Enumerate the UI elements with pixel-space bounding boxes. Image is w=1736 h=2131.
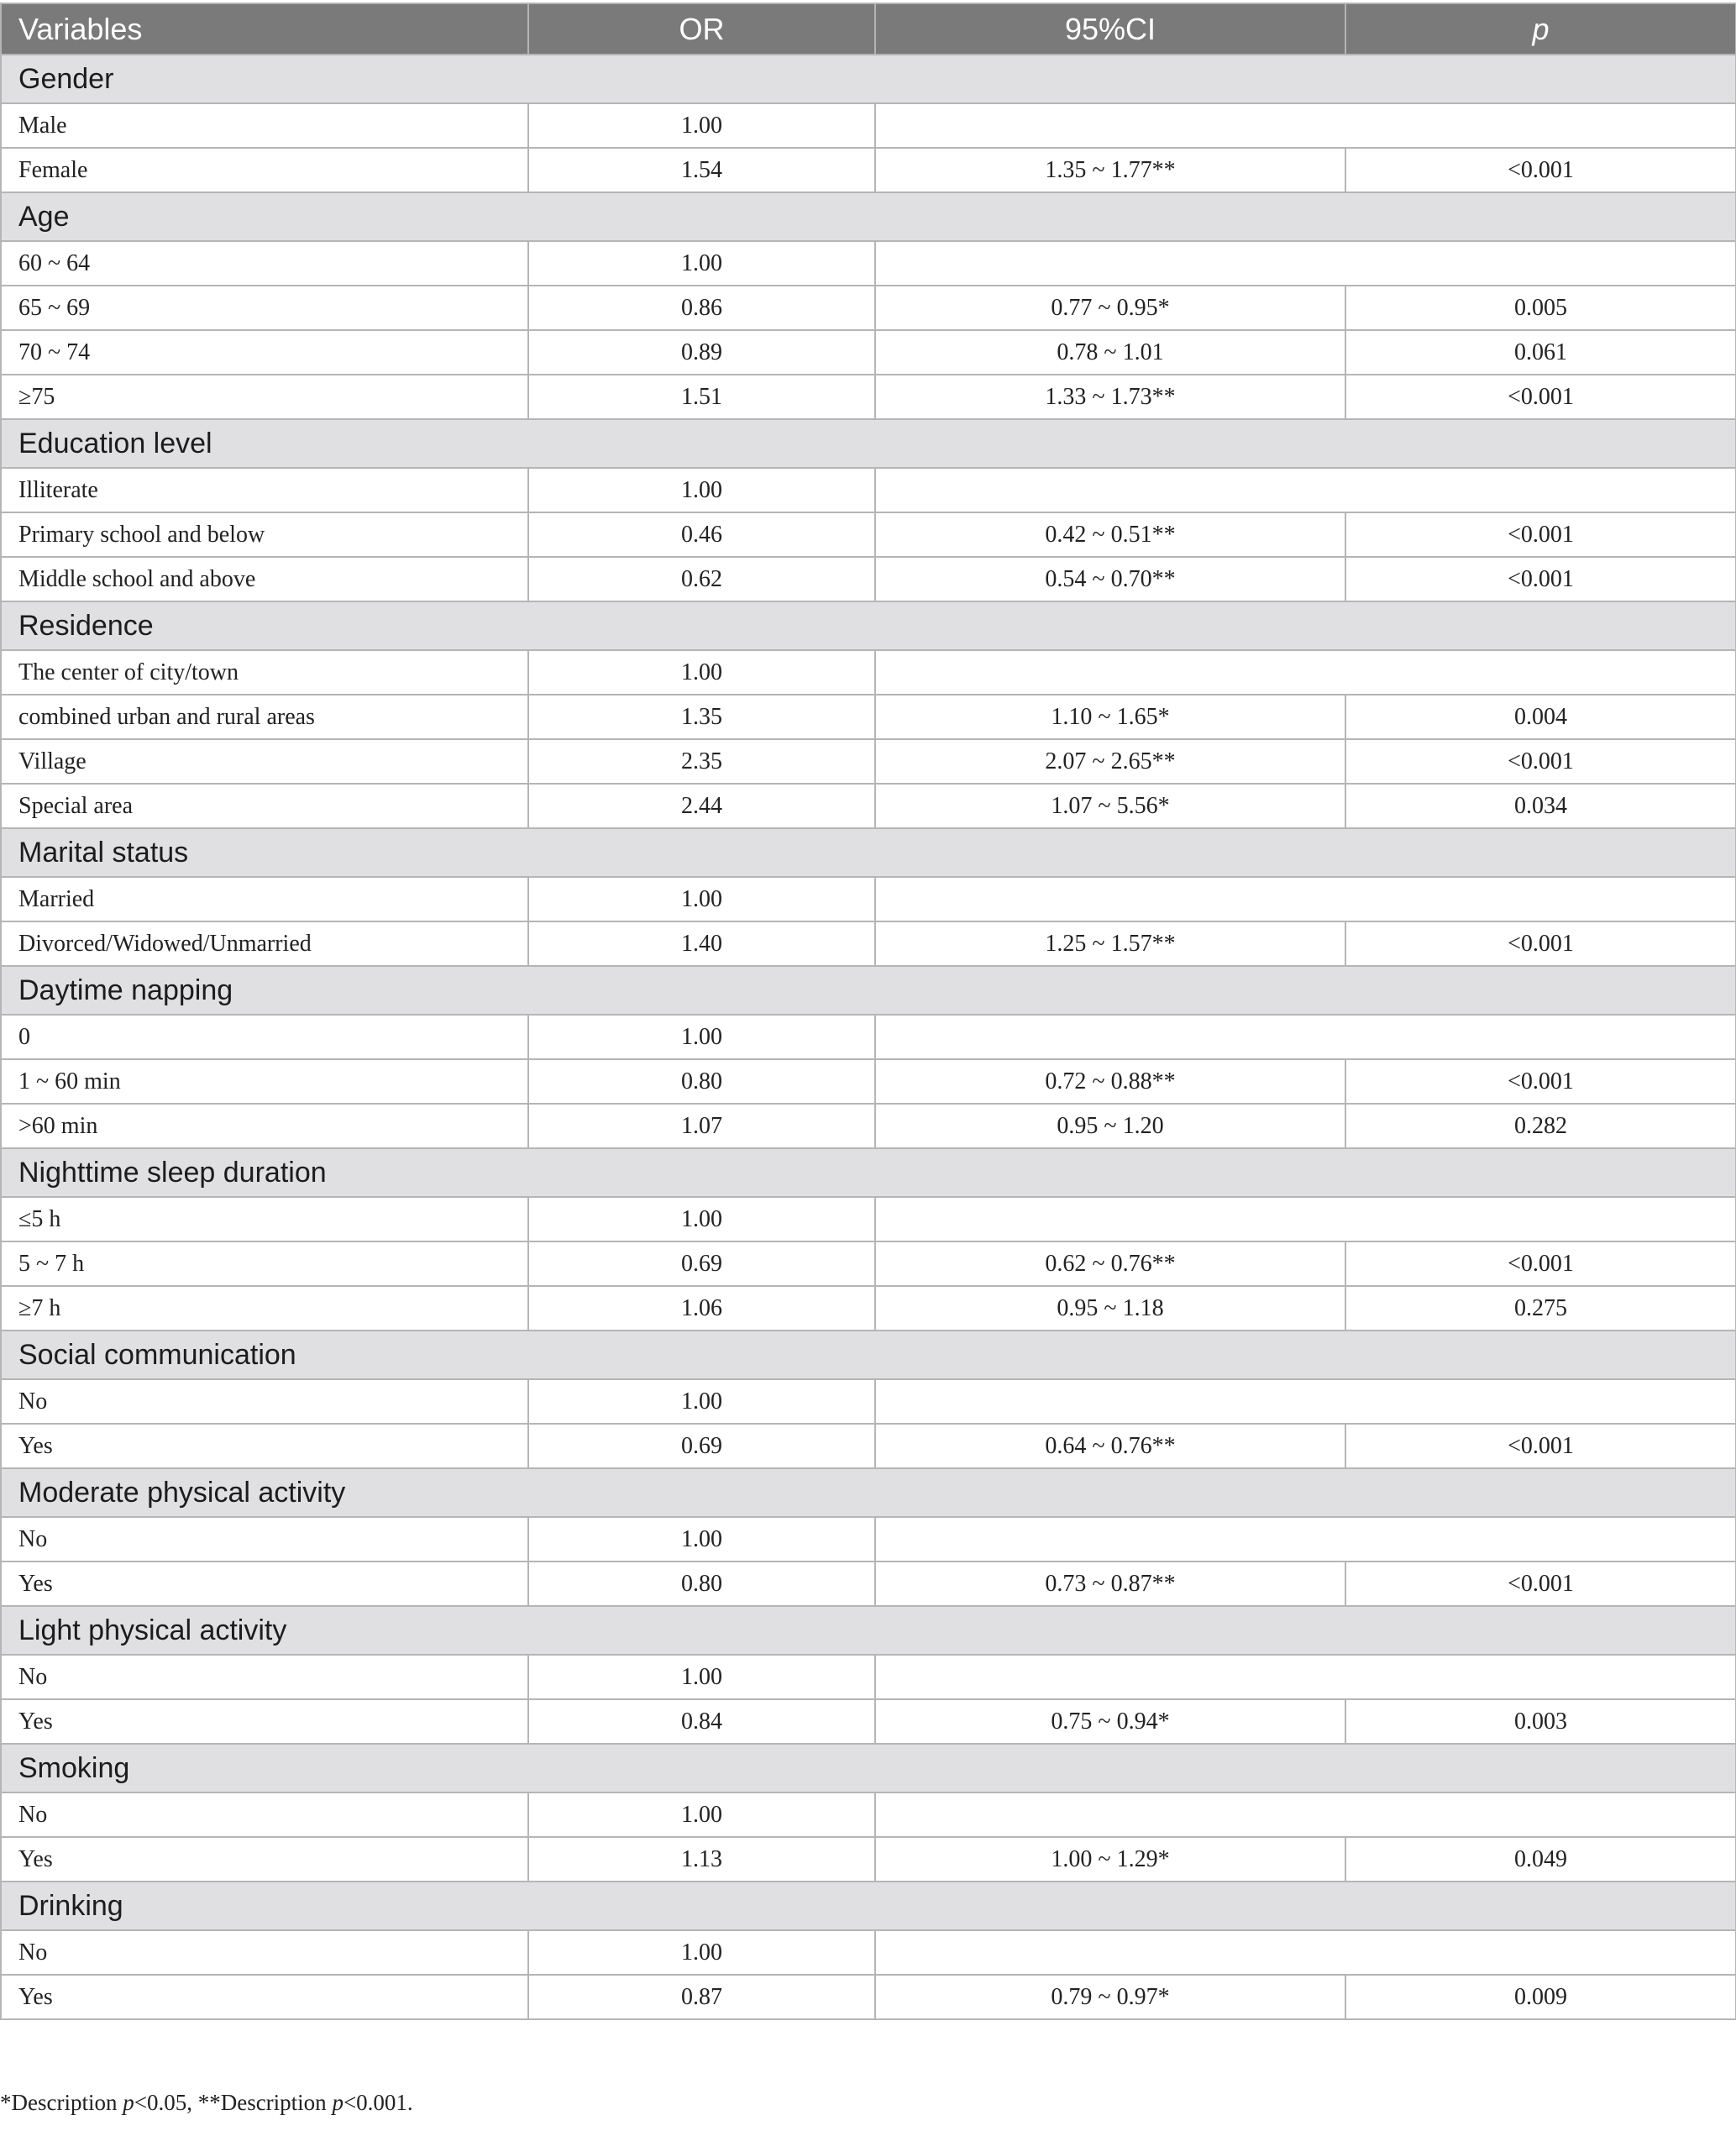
row-label: 60 ~ 64	[1, 241, 528, 286]
table-row	[1, 286, 1736, 330]
row-p: <0.001	[1345, 1424, 1736, 1468]
row-or: 1.00	[528, 1197, 875, 1241]
row-label: Female	[1, 148, 528, 192]
table-row	[1, 921, 1736, 966]
footnote-text-1: *Description	[0, 2090, 123, 2115]
row-ci: 1.00 ~ 1.29*	[875, 1837, 1345, 1882]
row-or: 1.00	[528, 1930, 875, 1975]
row-p: 0.009	[1345, 1975, 1736, 2019]
row-p: 0.282	[1345, 1104, 1736, 1148]
reference-empty-cell	[875, 1379, 1736, 1424]
reference-empty-cell	[875, 103, 1736, 148]
row-or: 1.51	[528, 375, 875, 419]
group-header-row	[1, 828, 1736, 877]
reference-empty-cell	[875, 1015, 1736, 1059]
row-label: Male	[1, 103, 528, 148]
row-or: 1.00	[528, 877, 875, 921]
footnote-p-1: p	[123, 2090, 134, 2115]
row-or: 1.07	[528, 1104, 875, 1148]
table-body	[1, 55, 1736, 2019]
row-p: <0.001	[1345, 1562, 1736, 1606]
group-name: Education level	[1, 419, 1736, 468]
header-or: OR	[528, 3, 875, 55]
row-label: No	[1, 1930, 528, 1975]
row-ci: 1.10 ~ 1.65*	[875, 695, 1345, 739]
table-row	[1, 1792, 1736, 1837]
table-row	[1, 650, 1736, 695]
group-name: Nighttime sleep duration	[1, 1148, 1736, 1197]
header-ci: 95%CI	[875, 3, 1345, 55]
row-label: 1 ~ 60 min	[1, 1059, 528, 1104]
row-or: 1.00	[528, 1792, 875, 1837]
row-ci: 0.72 ~ 0.88**	[875, 1059, 1345, 1104]
table-row	[1, 1424, 1736, 1468]
row-label: 0	[1, 1015, 528, 1059]
row-label: ≤5 h	[1, 1197, 528, 1241]
row-label: No	[1, 1655, 528, 1699]
row-label: Married	[1, 877, 528, 921]
row-or: 0.46	[528, 512, 875, 557]
table-row	[1, 148, 1736, 192]
row-label: Yes	[1, 1975, 528, 2019]
row-p: <0.001	[1345, 1059, 1736, 1104]
row-p: <0.001	[1345, 921, 1736, 966]
row-label: Yes	[1, 1699, 528, 1744]
row-ci: 0.64 ~ 0.76**	[875, 1424, 1345, 1468]
footnote-p-2: p	[332, 2090, 344, 2115]
row-label: Special area	[1, 784, 528, 828]
row-label: 70 ~ 74	[1, 330, 528, 375]
row-ci: 0.42 ~ 0.51**	[875, 512, 1345, 557]
row-or: 0.69	[528, 1424, 875, 1468]
row-or: 1.13	[528, 1837, 875, 1882]
table-row	[1, 877, 1736, 921]
row-ci: 1.25 ~ 1.57**	[875, 921, 1345, 966]
table-row	[1, 1197, 1736, 1241]
row-label: Village	[1, 739, 528, 784]
row-or: 1.00	[528, 103, 875, 148]
row-label: ≥75	[1, 375, 528, 419]
table-header-row	[1, 3, 1736, 55]
group-name: Marital status	[1, 828, 1736, 877]
group-name: Drinking	[1, 1882, 1736, 1930]
row-or: 0.62	[528, 557, 875, 601]
row-p: 0.049	[1345, 1837, 1736, 1882]
row-p: <0.001	[1345, 739, 1736, 784]
group-header-row	[1, 601, 1736, 650]
row-label: Primary school and below	[1, 512, 528, 557]
row-ci: 0.79 ~ 0.97*	[875, 1975, 1345, 2019]
group-header-row	[1, 966, 1736, 1015]
row-or: 2.44	[528, 784, 875, 828]
reference-empty-cell	[875, 468, 1736, 512]
group-header-row	[1, 1606, 1736, 1655]
group-header-row	[1, 1468, 1736, 1517]
table-row	[1, 784, 1736, 828]
row-p: 0.275	[1345, 1286, 1736, 1331]
row-label: No	[1, 1379, 528, 1424]
row-p: 0.034	[1345, 784, 1736, 828]
table-row	[1, 1517, 1736, 1562]
group-header-row	[1, 55, 1736, 103]
table-row	[1, 1286, 1736, 1331]
row-or: 0.89	[528, 330, 875, 375]
table-row	[1, 557, 1736, 601]
row-or: 1.00	[528, 1379, 875, 1424]
table-row	[1, 1015, 1736, 1059]
table-row	[1, 375, 1736, 419]
table-footnote	[0, 2090, 413, 2116]
row-label: Middle school and above	[1, 557, 528, 601]
reference-empty-cell	[875, 1792, 1736, 1837]
reference-empty-cell	[875, 241, 1736, 286]
table-row	[1, 1975, 1736, 2019]
row-or: 0.84	[528, 1699, 875, 1744]
row-or: 1.40	[528, 921, 875, 966]
group-header-row	[1, 419, 1736, 468]
row-label: ≥7 h	[1, 1286, 528, 1331]
table-row	[1, 103, 1736, 148]
table-row	[1, 739, 1736, 784]
row-label: Yes	[1, 1424, 528, 1468]
row-or: 1.00	[528, 1517, 875, 1562]
row-or: 1.35	[528, 695, 875, 739]
row-or: 1.00	[528, 1655, 875, 1699]
row-ci: 0.95 ~ 1.18	[875, 1286, 1345, 1331]
regression-table-container	[0, 3, 1736, 2020]
reference-empty-cell	[875, 1930, 1736, 1975]
group-header-row	[1, 1331, 1736, 1379]
row-p: 0.061	[1345, 330, 1736, 375]
row-or: 1.00	[528, 241, 875, 286]
table-row	[1, 1699, 1736, 1744]
row-or: 0.80	[528, 1059, 875, 1104]
group-header-row	[1, 1882, 1736, 1930]
row-or: 0.69	[528, 1241, 875, 1286]
row-ci: 0.62 ~ 0.76**	[875, 1241, 1345, 1286]
group-header-row	[1, 192, 1736, 241]
row-or: 2.35	[528, 739, 875, 784]
row-label: Divorced/Widowed/Unmarried	[1, 921, 528, 966]
row-p: <0.001	[1345, 512, 1736, 557]
reference-empty-cell	[875, 1517, 1736, 1562]
row-ci: 0.54 ~ 0.70**	[875, 557, 1345, 601]
group-name: Smoking	[1, 1744, 1736, 1792]
row-or: 0.86	[528, 286, 875, 330]
row-ci: 0.78 ~ 1.01	[875, 330, 1345, 375]
row-label: combined urban and rural areas	[1, 695, 528, 739]
group-name: Daytime napping	[1, 966, 1736, 1015]
row-ci: 2.07 ~ 2.65**	[875, 739, 1345, 784]
group-name: Social communication	[1, 1331, 1736, 1379]
table-row	[1, 1562, 1736, 1606]
row-or: 0.80	[528, 1562, 875, 1606]
group-name: Residence	[1, 601, 1736, 650]
footnote-text-2: <0.05, **Description	[134, 2090, 333, 2115]
table-row	[1, 1241, 1736, 1286]
row-label: The center of city/town	[1, 650, 528, 695]
table-row	[1, 512, 1736, 557]
header-p: p	[1345, 3, 1736, 55]
group-name: Light physical activity	[1, 1606, 1736, 1655]
row-p: 0.003	[1345, 1699, 1736, 1744]
row-or: 1.00	[528, 650, 875, 695]
row-ci: 1.35 ~ 1.77**	[875, 148, 1345, 192]
group-name: Moderate physical activity	[1, 1468, 1736, 1517]
group-header-row	[1, 1744, 1736, 1792]
row-ci: 0.73 ~ 0.87**	[875, 1562, 1345, 1606]
reference-empty-cell	[875, 650, 1736, 695]
table-row	[1, 695, 1736, 739]
row-label: 5 ~ 7 h	[1, 1241, 528, 1286]
table-row	[1, 1379, 1736, 1424]
row-label: No	[1, 1792, 528, 1837]
row-ci: 0.75 ~ 0.94*	[875, 1699, 1345, 1744]
row-ci: 1.33 ~ 1.73**	[875, 375, 1345, 419]
table-row	[1, 330, 1736, 375]
row-or: 0.87	[528, 1975, 875, 2019]
reference-empty-cell	[875, 1197, 1736, 1241]
odds-ratio-table	[0, 3, 1736, 2020]
row-label: Illiterate	[1, 468, 528, 512]
row-ci: 0.95 ~ 1.20	[875, 1104, 1345, 1148]
row-p: 0.005	[1345, 286, 1736, 330]
row-label: 65 ~ 69	[1, 286, 528, 330]
group-header-row	[1, 1148, 1736, 1197]
reference-empty-cell	[875, 877, 1736, 921]
table-row	[1, 1930, 1736, 1975]
header-variables: Variables	[1, 3, 528, 55]
row-p: <0.001	[1345, 375, 1736, 419]
row-p: <0.001	[1345, 1241, 1736, 1286]
table-row	[1, 1104, 1736, 1148]
table-row	[1, 1837, 1736, 1882]
row-label: No	[1, 1517, 528, 1562]
row-or: 1.00	[528, 468, 875, 512]
table-row	[1, 1655, 1736, 1699]
row-ci: 1.07 ~ 5.56*	[875, 784, 1345, 828]
row-ci: 0.77 ~ 0.95*	[875, 286, 1345, 330]
row-or: 1.00	[528, 1015, 875, 1059]
row-or: 1.06	[528, 1286, 875, 1331]
group-name: Age	[1, 192, 1736, 241]
row-p: <0.001	[1345, 148, 1736, 192]
row-label: Yes	[1, 1562, 528, 1606]
footnote-text-3: <0.001.	[343, 2090, 413, 2115]
table-row	[1, 468, 1736, 512]
table-row	[1, 241, 1736, 286]
row-p: 0.004	[1345, 695, 1736, 739]
row-label: Yes	[1, 1837, 528, 1882]
row-or: 1.54	[528, 148, 875, 192]
reference-empty-cell	[875, 1655, 1736, 1699]
group-name: Gender	[1, 55, 1736, 103]
row-label: >60 min	[1, 1104, 528, 1148]
row-p: <0.001	[1345, 557, 1736, 601]
table-row	[1, 1059, 1736, 1104]
